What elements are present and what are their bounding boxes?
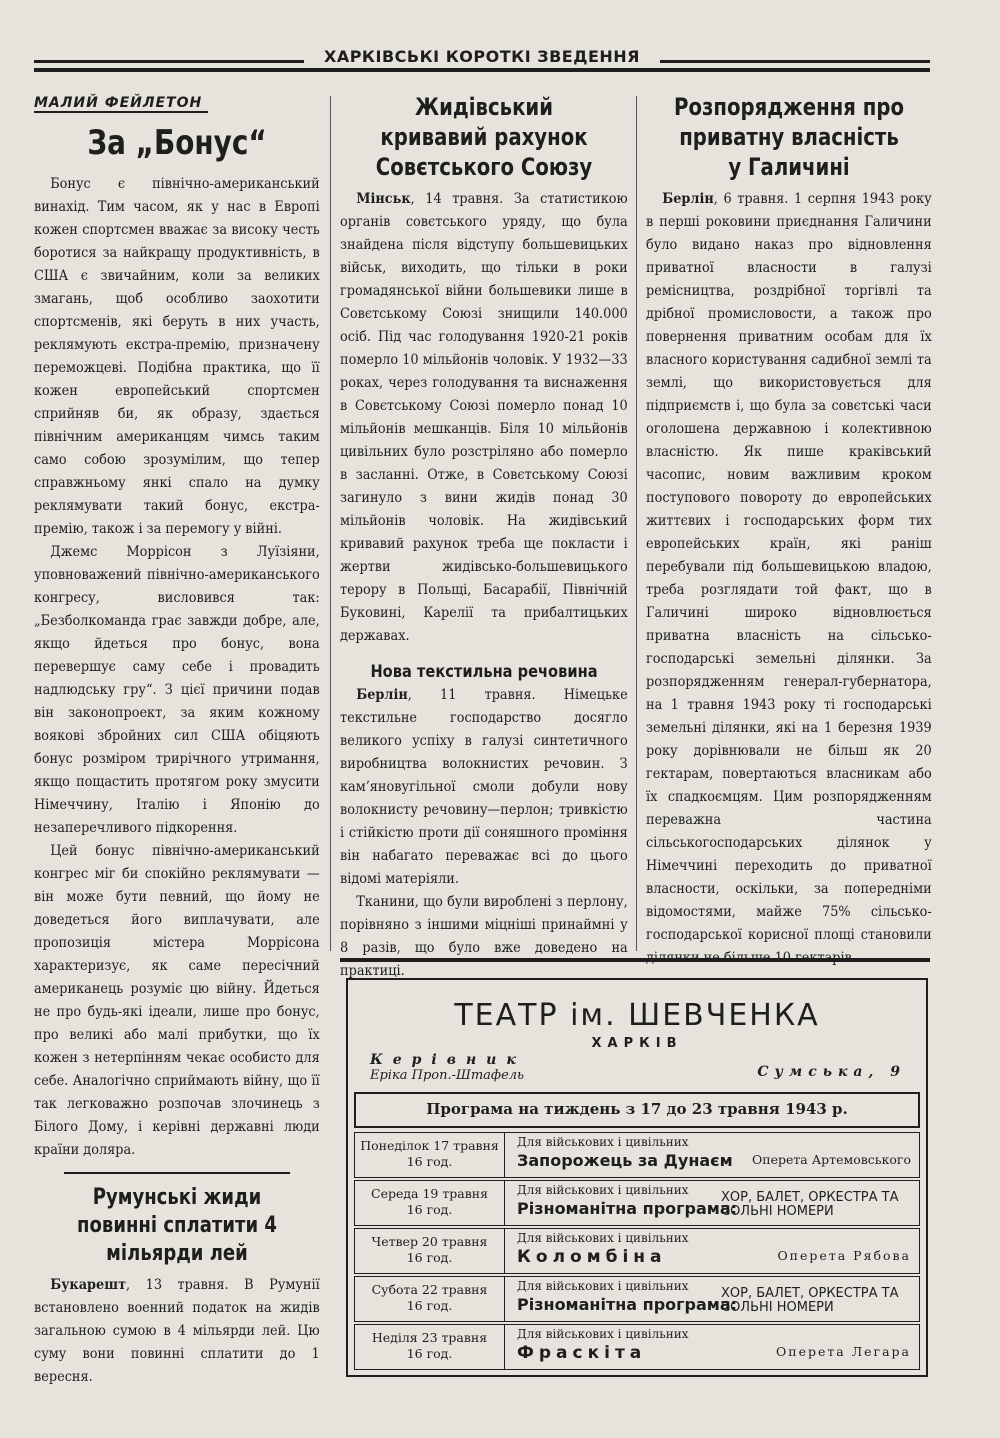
schedule-show: Фраскіта	[517, 1343, 647, 1363]
schedule-show: Різноманітна програма:	[517, 1295, 738, 1314]
schedule-info: Оперета Рябова	[777, 1248, 911, 1263]
schedule-audience: Для військових і цивільних	[517, 1279, 689, 1293]
schedule-time: 16 год.	[406, 1202, 453, 1217]
column-middle	[340, 92, 628, 983]
schedule-time: 16 год.	[406, 1250, 453, 1265]
feuilleton-paragraph-1: Бонус є північно-американський винахід. Тим часом, як у нас в Европі кожен спортсмен вважає за високу честь боротися за найкращу продуктивність, в США є звичайним, коли за великих змагань, щоб особливо заохотити спортсменів, які беруть в них участь, реклямують екстра-премію, призначену переможцеві. Подібна практика, що її кожен европейський спортсмен сприйняв би, як образу, здається північним американцям чимсь таким само собою зрозумілим, що тепер справжньому янкі спало на думку реклямувати такий бонус, екстра-премію, також і за перемогу у війні.	[34, 176, 320, 537]
schedule-show: Запорожець за Дунаєм	[517, 1151, 733, 1170]
schedule-day: Середа 19 травня	[371, 1186, 488, 1201]
schedule-day: Неділя 23 травня	[371, 1330, 488, 1345]
masthead-thick-rule	[34, 68, 930, 72]
feuilleton-paragraph-3: Цей бонус північно-американський конгрес міг би спокійно реклямувати — він може бути певний, що йому не доведеться його виплачувати, але пропозиція містера Моррісона характеризує, як саме пересічний американець розуміє цю війну. Йдеться не про будь-які ідеали, лише про бонус, про великі або малі прибутки, що їх кожен з нетерпінням чекає особисто для себе. Аналогічно сприймають війну, що її так легковажно розпочав злочинець з Білого Дому, і керівні державні люди країни доляра.	[34, 843, 320, 1158]
schedule-row	[354, 1180, 920, 1226]
schedule-row	[354, 1276, 920, 1322]
schedule-time: 16 год.	[406, 1346, 453, 1361]
schedule-date-cell	[355, 1325, 505, 1369]
schedule-day: Субота 22 травня	[371, 1282, 488, 1297]
galicia-title: Розпорядження про приватну власність у Галичині	[674, 93, 904, 181]
schedule-show: Різноманітна програма:	[517, 1199, 738, 1218]
textile-text: , 11 травня. Німецьке текстильне господарство досягло великого успіху в галузі синтетичного виробництва волокнистих речовин. З кам’яновугільної смоли добули нову волокнисту речовину—перлон; тривкістю і стійкістю проти дії соняшного проміння він набагато переважає всі до цього відомі матеріяли.	[340, 687, 628, 887]
schedule-audience: Для військових і цивільних	[517, 1231, 689, 1245]
masthead-rule-right	[660, 60, 930, 63]
schedule-time: 16 год.	[406, 1298, 453, 1313]
schedule-row	[354, 1132, 920, 1178]
schedule-time: 16 год.	[406, 1154, 453, 1169]
column-right	[646, 92, 932, 970]
theatre-schedule	[354, 1132, 920, 1372]
theatre-box	[346, 978, 928, 1377]
textile-body	[340, 684, 628, 891]
column-left	[34, 92, 320, 1389]
theatre-address: Сумська, 9	[757, 1064, 906, 1080]
theatre-city: ХАРКІВ	[591, 1036, 683, 1051]
schedule-date-cell	[355, 1229, 505, 1273]
masthead	[34, 44, 930, 74]
textile-title: Нова текстильна речовина	[370, 662, 598, 682]
textile-dateline: Берлін	[356, 687, 408, 703]
schedule-audience: Для військових і цивільних	[517, 1327, 689, 1341]
theatre-program-heading: Програма на тиждень з 17 до 23 травня 1943 р.	[354, 1092, 920, 1128]
romania-dateline: Букарешт	[50, 1277, 127, 1293]
textile-paragraph-2: Тканини, що були вироблені з перлону, порівняно з іншими міцніші принаймні у 8 разів, що було вже доведено на практиці.	[340, 894, 628, 979]
masthead-title: ХАРКІВСЬКІ КОРОТКІ ЗВЕДЕННЯ	[323, 47, 640, 66]
romania-body	[34, 1274, 320, 1389]
column-divider-1	[330, 96, 331, 951]
galicia-body	[646, 188, 932, 970]
schedule-info: ХОР, БАЛЕТ, ОРКЕСТРА ТА СОЛЬНІ НОМЕРИ	[721, 1190, 899, 1219]
schedule-date-cell	[355, 1181, 505, 1225]
jewish-account-dateline: Мінськ	[356, 191, 411, 207]
schedule-day: Понеділок 17 травня	[360, 1138, 499, 1153]
romania-text: , 13 травня. В Румунії встановлено военний податок на жидів загальною сумою в 4 мільярди лей. Цю суму вони повинні сплатити до 1 вересня.	[34, 1277, 320, 1385]
schedule-row	[354, 1228, 920, 1274]
schedule-date-cell	[355, 1133, 505, 1177]
jewish-account-title: Жидівський кривавий рахунок Совєтського Союзу	[375, 93, 593, 181]
jewish-account-body	[340, 188, 628, 648]
schedule-audience: Для військових і цивільних	[517, 1183, 689, 1197]
schedule-info: Оперета Легара	[775, 1344, 911, 1359]
galicia-text: , 6 травня. 1 серпня 1943 року в перші роковини приєднання Галичини було видано наказ про відновлення приватної власности в галузі ремісництва, роздрібної торгівлі та дрібної промисловости, а також про повернення приватним особам для їх власного користування садибної землі та землі, що використовується для підприємств і, що була за совєтські часи оголошена державною і колективною власністю. Як пише краківський часопис, новим важливим кроком поступового повороту до европейських життєвих і господарських форм тих европейських країн, які раніш перебували під большевицькою владою, треба розглядати той факт, що в Галичині широко відновлюється приватна власність на сільсько-господарські земельні ділянки. За розпорядженням генерал-губернатора, на 1 травня 1943 року ті господарські земельні ділянки, які на 1 березня 1939 року дорівнювали не більш як 20 гектарам, повертаються власникам або їх спадкоємцям. Цим розпорядженням переважна частина сільськогосподарських ділянок у Німеччині переходить до приватної власности, оскільки, за попередніми відомостями, майже 75% сільсько-господарської корисної площі становили ділянки не більше 10 гектарів.	[646, 191, 932, 966]
schedule-audience: Для військових і цивільних	[517, 1135, 689, 1149]
romania-title: Румунські жиди повинні сплатити 4 мільярди лей	[77, 1185, 277, 1266]
article-separator	[64, 1172, 290, 1174]
feuilleton-kicker: МАЛИЙ ФЕЙЛЕТОН	[34, 95, 208, 113]
feuilleton-title: За „Бонус“	[87, 123, 267, 163]
schedule-day: Четвер 20 травня	[371, 1234, 488, 1249]
feuilleton-paragraph-2: Джемс Моррісон з Луїзіяни, уповноважений північно-американського конгресу, висловився так: „Безболкоманда грає завжди добре, але, якщо йдеться про бонус, вона перевершує саму себе і провадить надлюдську гру“. З цієї причини подав він законопроект, за яким кожному воякові збройних сил США обіцяють бонус розміром трирічного утримання, якщо пощастить протягом року змусити Німеччину, Італію і Японію до незаперечливого підкорення.	[34, 544, 320, 836]
schedule-info: ХОР, БАЛЕТ, ОРКЕСТРА ТА СОЛЬНІ НОМЕРИ	[721, 1286, 899, 1315]
jewish-account-text: , 14 травня. За статистикою органів совєтського уряду, що була знайдена після відступу большевицьких військ, виходить, що тільки в роки громадянської війни большевики лише в Совєтському Союзі знищили 140.000 осіб. Під час голодування 1920-21 років померло 10 мільйонів чоловік. У 1932—33 роках, через голодування та виснаження в Совєтському Союзі померло понад 10 мільйонів мешканців. Біля 10 мільйонів цивільних було розстріляно або померло в засланні. Отже, в Совєтському Союзі загинуло з вини жидів понад 30 мільйонів чоловік. На жидівський кривавий рахунок треба ще покласти і жертви жидівсько-большевицького терору в Польщі, Басарабії, Північній Буковині, Карелії та прибалтицьких державах.	[340, 191, 628, 644]
schedule-row	[354, 1324, 920, 1370]
galicia-dateline: Берлін	[662, 191, 714, 207]
theatre-director-name: Еріка Проп.-Штафель	[370, 1068, 525, 1083]
theatre-director-label: Керівник	[370, 1052, 526, 1068]
schedule-show: Коломбіна	[517, 1247, 667, 1267]
schedule-date-cell	[355, 1277, 505, 1321]
theatre-title: ТЕАТР ім. ШЕВЧЕНКА	[454, 998, 820, 1033]
theatre-advertisement	[340, 958, 930, 1377]
schedule-info: Оперета Артемовського	[751, 1152, 911, 1167]
column-divider-2	[636, 96, 637, 951]
